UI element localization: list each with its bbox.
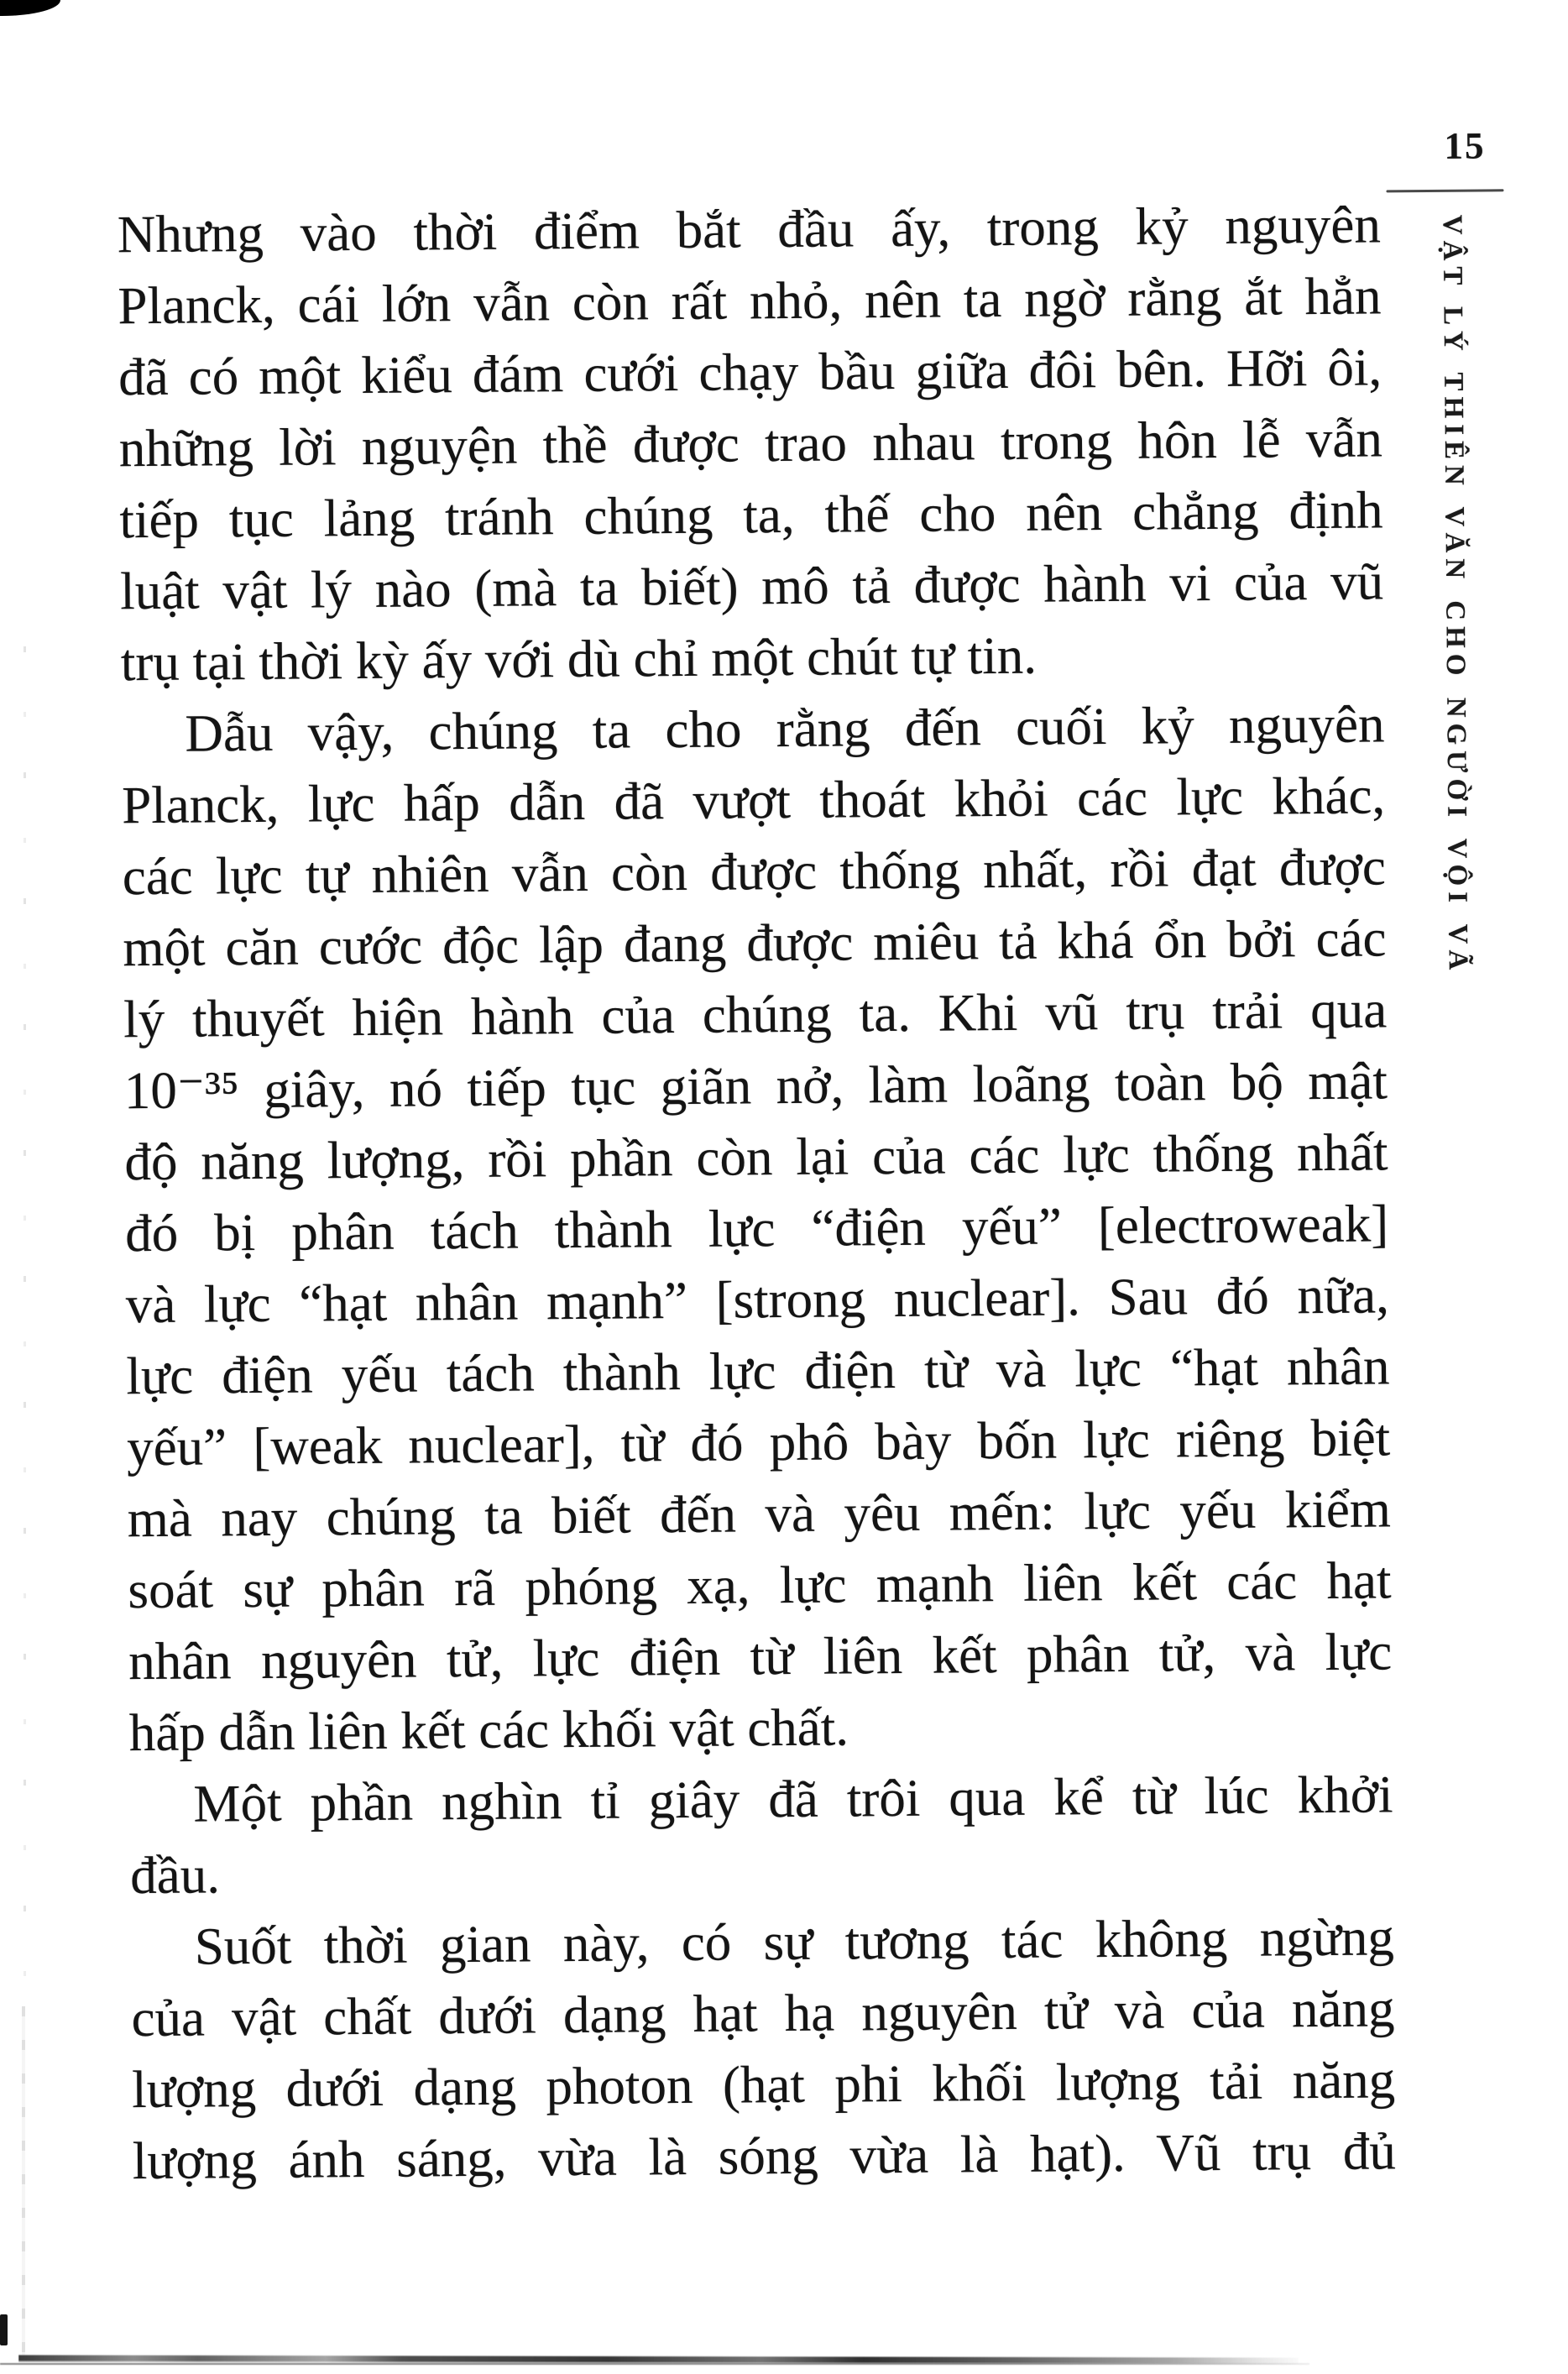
text-line: độ năng lượng, rồi phần còn lại của các lực thống nhất [124, 1122, 1388, 1192]
text-line: Dẫu vậy, chúng ta cho rằng đến cuối kỷ nguyên [185, 694, 1385, 763]
text-line: lượng dưới dạng photon (hạt phi khối lượng tải năng [131, 2050, 1396, 2120]
page-number: 15 [1444, 124, 1486, 167]
text-line: Planck, lực hấp dẫn đã vượt thoát khỏi các lực khác, [121, 766, 1386, 835]
text-line: Suốt thời gian này, có sự tương tác không ngừng [194, 1907, 1395, 1976]
text-line: Nhưng vào thời điểm bắt đầu ấy, trong kỷ nguyên [117, 195, 1382, 264]
text-line: hấp dẫn liên kết các khối vật chất. [128, 1697, 849, 1763]
text-line: Planck, cái lớn vẫn còn rất nhỏ, nên ta ngờ rằng ắt hẳn [118, 266, 1382, 336]
text-line: lý thuyết hiện hành của chúng ta. Khi vũ trụ trải qua [123, 980, 1388, 1049]
text-line: những lời nguyện thề được trao nhau trong hôn lễ vẫn [118, 409, 1383, 478]
scan-bottom-edge-line [0, 2363, 1309, 2365]
text-line: nhân nguyên tử, lực điện từ liên kết phân tử, và lực [128, 1622, 1393, 1692]
text-line: lượng ánh sáng, vừa là sóng vừa là hạt). Vũ trụ đủ [132, 2121, 1397, 2191]
text-line: luật vật lý nào (mà ta biết) mô tả được hành vi của vũ [119, 552, 1384, 621]
text-line: đã có một kiểu đám cưới chạy bầu giữa đôi bên. Hỡi ôi, [118, 337, 1382, 407]
text-line: lực điện yếu tách thành lực điện từ và lực “hạt nhân [126, 1336, 1390, 1406]
text-line: các lực tự nhiên vẫn còn được thống nhất, rồi đạt được [122, 837, 1387, 907]
text-line: yếu” [weak nuclear], từ đó phô bày bốn lực riêng biệt [126, 1408, 1391, 1477]
text-line: của vật chất dưới dạng hạt hạ nguyên tử và của năng [131, 1979, 1395, 2048]
text-line: 10⁻³⁵ giây, nó tiếp tục giãn nở, làm loãng toàn bộ mật [123, 1051, 1388, 1121]
text-line: và lực “hạt nhân mạnh” [strong nuclear]. Sau đó nữa, [125, 1265, 1390, 1335]
text-line: soát sự phân rã phóng xạ, lực mạnh liên kết các hạt [128, 1550, 1392, 1620]
body-text [118, 189, 1397, 2197]
text-line: trụ tại thời kỳ ấy với dù chỉ một chút tự tin. [120, 625, 1037, 693]
text-line: Một phần nghìn tỉ giây đã trôi qua kể từ lúc khởi [193, 1765, 1393, 1833]
text-line: đầu. [129, 1845, 221, 1906]
margin-rule [1386, 189, 1503, 192]
scan-bottom-left-mark [0, 2314, 8, 2345]
text-line: đó bị phân tách thành lực “điện yếu” [electroweak] [124, 1194, 1389, 1263]
text-line: mà nay chúng ta biết đến và yêu mến: lực yếu kiểm [127, 1479, 1392, 1549]
running-title: VẬT LÝ THIÊN VĂN CHO NGƯỜI VỘI VÃ [1436, 214, 1473, 976]
text-line: tiếp tục lảng tránh chúng ta, thế cho nên chẳng định [119, 480, 1383, 550]
text-line: một căn cước độc lập đang được miêu tả khá ổn bởi các [123, 908, 1387, 978]
